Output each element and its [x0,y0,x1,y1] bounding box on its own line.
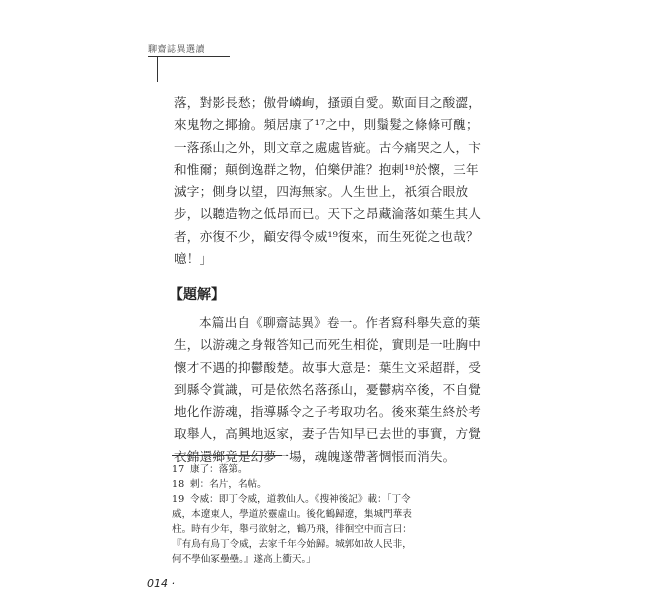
text-line: 懷才不遇的抑鬱酸楚。故事大意是：葉生文采超群，受 [174,359,482,375]
text-line: 一落孫山之外，則文章之處處皆疵。古今痛哭之人，卞 [174,139,482,155]
footnote-continuation: 柱。時有少年，舉弓欲射之，鶴乃飛，徘徊空中而言曰： [172,524,412,535]
text-line: 地化作游魂，指導縣令之子考取功名。後來葉生終於考 [174,404,482,420]
text-line: 噫！」 [174,251,213,267]
footnote-text: 剌：名片，名帖。 [190,479,267,490]
footnote [172,492,472,507]
header-rule [148,56,230,57]
footnote-rule [172,455,282,456]
summary-text [174,312,482,468]
page-number: 014 · [147,577,175,590]
text-line: 衣錦還鄉竟是幻夢一場，魂魄遂帶著惆悵而消失。 [174,448,456,464]
text-line: 生，以游魂之身報答知己而死生相從，實則是一吐胸中 [174,337,482,353]
text-line: 和惟爾；顛倒逸群之物，伯樂伊誰？抱剌¹⁸於懷，三年 [174,161,479,177]
header-rule-vertical [157,56,158,82]
footnote-continuation: 威，本遼東人，學道於靈虛山。後化鶴歸遼，集城門華表 [172,509,412,520]
footnote [172,462,472,477]
footnotes [172,462,472,567]
text-line: 取舉人，高興地返家，妻子告知早已去世的事實，方覺 [174,426,482,442]
footnote-continuation: 何不學仙冢壘壘。』遂高上衝天。」 [172,554,316,565]
text-line: 者，亦復不少，顧安得令威¹⁹復來，而生死從之也哉？ [174,228,479,244]
text-line: 到縣令賞識，可是依然名落孫山，憂鬱病卒後，不自覺 [174,381,482,397]
running-head: 聊齋誌異選讀 [148,45,206,55]
footnote-continuation: 『有鳥有鳥丁令威，去家千年今始歸。城郭如故人民非， [172,539,412,550]
text-line: 滅字；側身以望，四海無家。人生世上，祇須合眼放 [174,184,469,200]
footnote [172,477,472,492]
main-text [174,92,482,270]
text-line: 步，以聽造物之低昂而已。天下之昂藏淪落如葉生其人 [174,206,482,222]
footnote-text: 康了：落第。 [190,464,248,475]
footnote-text: 令威：即丁令威，道教仙人。《搜神後記》載：「丁令 [190,494,411,505]
footnote-number: 17 [172,464,185,475]
footnote-number: 18 [172,479,185,490]
footnote-number: 19 [172,494,185,505]
text-line: 本篇出自《聊齋誌異》卷一。作者寫科舉失意的葉 [199,315,481,330]
section-heading: 【題解】 [169,287,225,303]
text-line: 落，對影長愁；傲骨嶙峋，搔頭自愛。歎面目之酸澀， [174,95,482,110]
text-line: 來鬼物之揶揄。頻居康了¹⁷之中，則鬚髮之條條可醜； [174,117,479,133]
